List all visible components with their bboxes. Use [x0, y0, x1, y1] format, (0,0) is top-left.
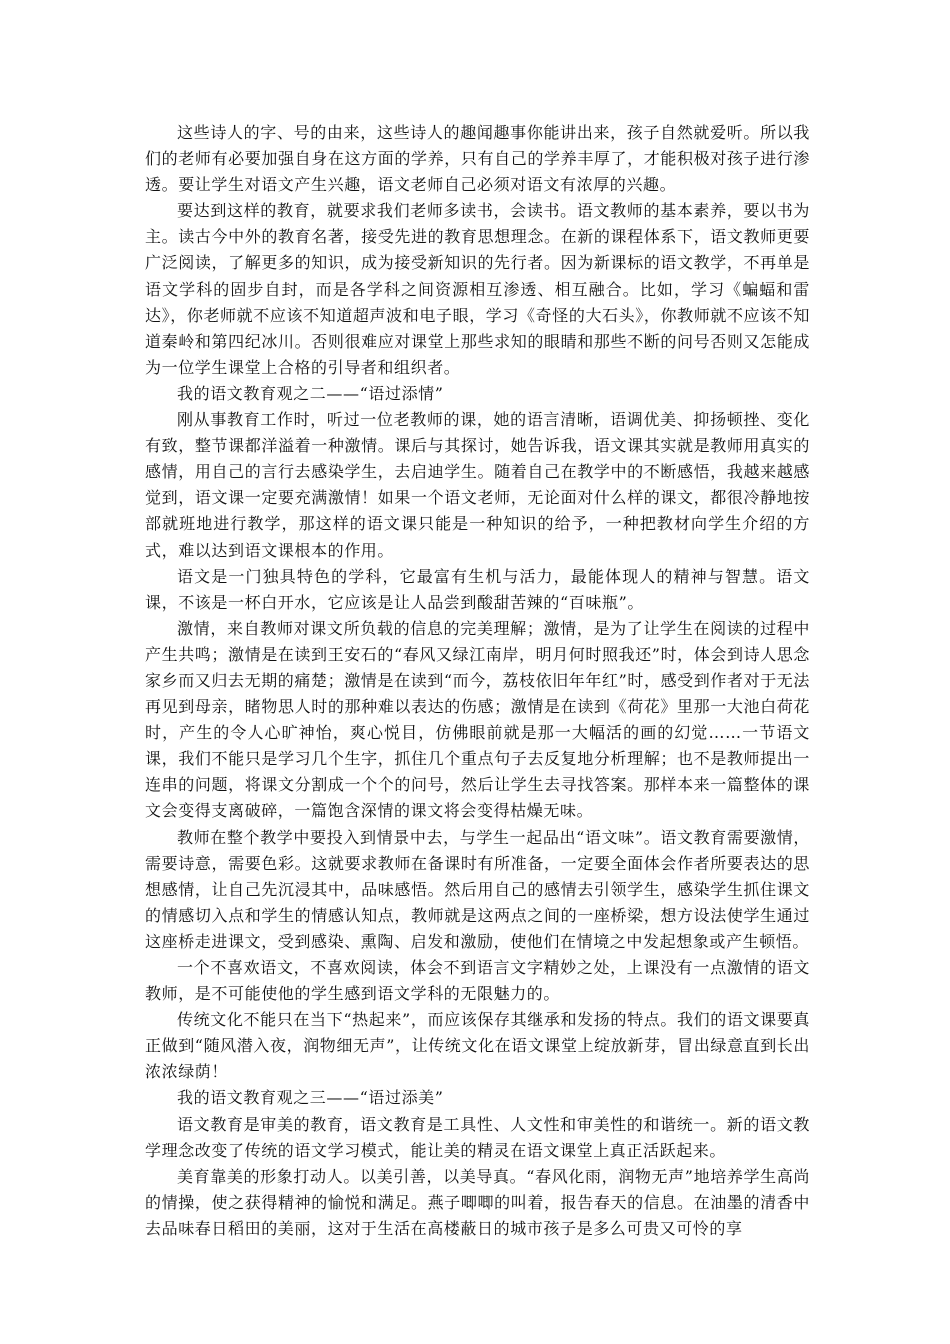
section-heading: 我的语文教育观之三——“语过添美” [177, 1088, 444, 1108]
paragraph: 美育靠美的形象打动人。以美引善，以美导真。“春风化雨，润物无声”地培养学生高尚的情操，使之获得精神的愉悦和满足。燕子唧唧的叫着，报告春天的信息。在油墨的清香中去品味春日稻田的美丽，这对于生活在高楼蔽日的城市孩子是多么可贵又可怜的享 [145, 1166, 810, 1238]
paragraph: 一个不喜欢语文，不喜欢阅读，体会不到语言文字精妙之处，上课没有一点激情的语文教师，是不可能使他的学生感到语文学科的无限魅力的。 [145, 958, 810, 1004]
paragraph: 激情，来自教师对课文所负载的信息的完美理解；激情，是为了让学生在阅读的过程中产生共鸣；激情是在读到王安石的“春风又绿江南岸，明月何时照我还”时，体会到诗人思念家乡而又归去无期的痛楚；激情是在读到“而今，荔枝依旧年年红”时，感受到作者对于无法再见到母亲，睹物思人时的那种难以表达的伤感；激情是在读到《荷花》里那一大池白荷花时，产生的令人心旷神怡，爽心悦目，仿佛眼前就是那一大幅活的画的幻觉……一节语文课，我们不能只是学习几个生字，抓住几个重点句子去反复地分析理解；也不是教师提出一连串的问题，将课文分割成一个个的问号，然后让学生去寻找答案。那样本来一篇整体的课文会变得支离破碎，一篇饱含深情的课文将会变得枯燥无味。 [145, 618, 810, 821]
document-body [145, 120, 810, 1242]
section-heading: 我的语文教育观之二——“语过添情” [177, 383, 444, 403]
paragraph: 语文是一门独具特色的学科，它最富有生机与活力，最能体现人的精神与智慧。语文课，不该是一杯白开水，它应该是让人品尝到酸甜苦辣的“百味瓶”。 [145, 566, 810, 612]
paragraph: 传统文化不能只在当下“热起来”，而应该保存其继承和发扬的特点。我们的语文课要真正做到“随风潜入夜，润物细无声”，让传统文化在语文课堂上绽放新芽，冒出绿意直到长出浓浓绿荫！ [145, 1010, 810, 1082]
paragraph: 教师在整个教学中要投入到情景中去，与学生一起品出“语文味”。语文教育需要激情，需要诗意，需要色彩。这就要求教师在备课时有所准备，一定要全面体会作者所要表达的思想感情，让自己先沉浸其中，品味感悟。然后用自己的感情去引领学生，感染学生抓住课文的情感切入点和学生的情感认知点，教师就是这两点之间的一座桥梁，想方设法使学生通过这座桥走进课文，受到感染、熏陶、启发和激励，使他们在情境之中发起想象或产生顿悟。 [145, 827, 810, 951]
paragraph: 要达到这样的教育，就要求我们老师多读书，会读书。语文教师的基本素养，要以书为主。读古今中外的教育名著，接受先进的教育思想理念。在新的课程体系下，语文教师更要广泛阅读，了解更多的知识，成为接受新知识的先行者。因为新课标的语文教学，不再单是语文学科的固步自封，而是各学科之间资源相互渗透、相互融合。比如，学习《蝙蝠和雷达》，你老师就不应该不知道超声波和电子眼，学习《奇怪的大石头》，你教师就不应该不知道秦岭和第四纪冰川。否则很难应对课堂上那些求知的眼睛和那些不断的问号否则又怎能成为一位学生课堂上合格的引导者和组织者。 [145, 201, 810, 377]
paragraph: 刚从事教育工作时，听过一位老教师的课，她的语言清晰，语调优美、抑扬顿挫、变化有致，整节课都洋溢着一种激情。课后与其探讨，她告诉我，语文课其实就是教师用真实的感情，用自己的言行去感染学生，去启迪学生。随着自己在教学中的不断感悟，我越来越感觉到，语文课一定要充满激情！如果一个语文老师，无论面对什么样的课文，都很冷静地按部就班地进行教学，那这样的语文课只能是一种知识的给予，一种把教材向学生介绍的方式，难以达到语文课根本的作用。 [145, 410, 810, 560]
paragraph: 语文教育是审美的教育，语文教育是工具性、人文性和审美性的和谐统一。新的语文教学理念改变了传统的语文学习模式，能让美的精灵在语文课堂上真正活跃起来。 [145, 1114, 810, 1160]
paragraph: 这些诗人的字、号的由来，这些诗人的趣闻趣事你能讲出来，孩子自然就爱听。所以我们的老师有必要加强自身在这方面的学养，只有自己的学养丰厚了，才能积极对孩子进行渗透。要让学生对语文产生兴趣，语文老师自己必须对语文有浓厚的兴趣。 [145, 123, 810, 195]
